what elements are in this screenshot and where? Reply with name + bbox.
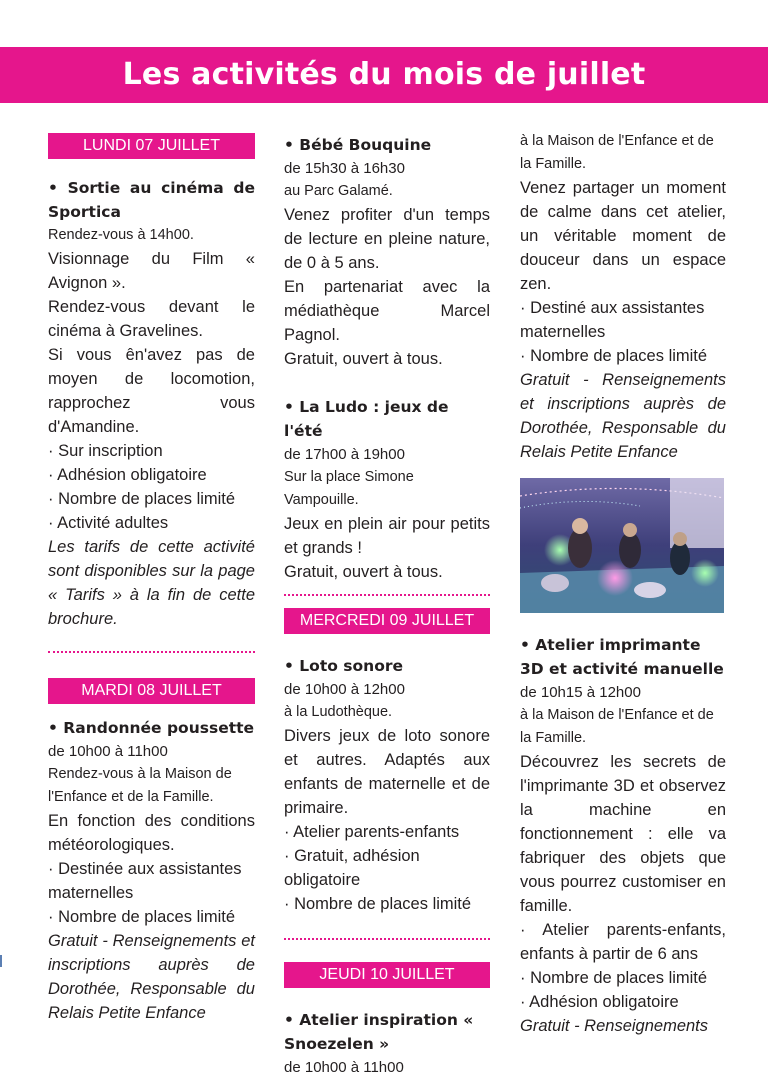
activity-note: Gratuit - Renseignements et inscriptions auprès de Dorothée, Responsable du Relais Petite Enfance [520, 371, 726, 461]
column-middle [284, 118, 490, 1079]
activity-time-snoezelen: de 10h00 à 11h00 [284, 1059, 404, 1076]
activity-title-rando: • Randonnée poussette [48, 719, 255, 737]
bullet-item: · Activité adultes [48, 514, 169, 532]
bullet-item: · Atelier parents-enfants [284, 823, 460, 841]
activity-title-snoezelen: • Atelier inspiration « Snoezelen » [284, 1011, 474, 1053]
activity-free: Gratuit, ouvert à tous. [284, 563, 443, 581]
activity-desc: Visionnage du Film « Avignon ». [48, 250, 255, 292]
activity-place-bebe: au Parc Galamé. [284, 183, 393, 199]
bullet-item: · Nombre de places limité [520, 969, 708, 987]
activity-title-loto: • Loto sonore [284, 657, 403, 675]
activity-desc: Jeux en plein air pour petits et grands ! [284, 515, 490, 557]
activity-note: Gratuit - Renseignements et inscriptions auprès de Dorothée, Responsable du Relais Petite Enfance [48, 932, 255, 1022]
activity-desc: En fonction des conditions météorologiques. [48, 812, 255, 854]
activity-place-rando: Rendez-vous à la Maison de l'Enfance et de la Famille. [48, 766, 232, 805]
activity-time-ludo: de 17h00 à 19h00 [284, 446, 405, 463]
activity-free: Gratuit, ouvert à tous. [284, 350, 443, 368]
activity-place-snoezelen: à la Maison de l'Enfance et de la Famille. [520, 133, 714, 172]
activity-desc: En partenariat avec la médiathèque Marcel Pagnol. [284, 278, 490, 344]
snoezelen-room-photo [520, 478, 724, 613]
activity-time-loto: de 10h00 à 12h00 [284, 681, 405, 698]
page-title: Les activités du mois de juillet [122, 57, 646, 92]
activity-desc: Venez partager un moment de calme dans cet atelier, un véritable moment de douceur dans un espace zen. [520, 179, 726, 293]
activity-title-3d-printer: • Atelier imprimante 3D et activité manuelle [520, 636, 724, 678]
bullet-item: · Adhésion obligatoire [520, 993, 679, 1011]
activity-time-rando: de 10h00 à 11h00 [48, 743, 168, 760]
title-banner [0, 47, 768, 103]
activity-title-bebe: • Bébé Bouquine [284, 136, 432, 154]
activity-title-ludo: • La Ludo : jeux de l'été [284, 398, 449, 440]
column-left [48, 118, 255, 1025]
activity-place-ludo: Sur la place Simone Vampouille. [284, 469, 414, 508]
bullet-item: · Nombre de places limité [284, 895, 472, 913]
activity-place-loto: à la Ludothèque. [284, 704, 393, 720]
day-header-monday: LUNDI 07 JUILLET [48, 133, 255, 159]
activity-time-bebe: de 15h30 à 16h30 [284, 160, 405, 177]
day-header-wednesday: MERCREDI 09 JUILLET [284, 608, 490, 634]
bullet-item: · Gratuit, adhésion obligatoire [284, 847, 420, 889]
day-header-thursday: JEUDI 10 JUILLET [284, 962, 490, 988]
activity-time-3d-printer: de 10h15 à 12h00 [520, 684, 641, 701]
page-edge-mark [0, 955, 2, 967]
bullet-item: · Destiné aux assistantes maternelles [520, 299, 705, 341]
activity-desc: Venez profiter d'un temps de lecture en pleine nature, de 0 à 5 ans. [284, 206, 490, 272]
activity-place-3d-printer: à la Maison de l'Enfance et de la Famille. [520, 707, 714, 746]
activity-note: Gratuit - Renseignements [520, 1017, 709, 1035]
activity-desc: Divers jeux de loto sonore et autres. Adaptés aux enfants de maternelle et de primaire. [284, 727, 490, 817]
activity-desc: Si vous ên'avez pas de moyen de locomotion, rapprochez vous d'Amandine. [48, 346, 255, 436]
bullet-item: · Nombre de places limité [48, 490, 236, 508]
bullet-item: · Destinée aux assistantes maternelles [48, 860, 242, 902]
activity-desc: Rendez-vous devant le cinéma à Gravelines. [48, 298, 255, 340]
activity-time-cinema: Rendez-vous à 14h00. [48, 227, 194, 243]
day-header-tuesday: MARDI 08 JUILLET [48, 678, 255, 704]
column-right [520, 118, 726, 1038]
bullet-item: · Nombre de places limité [48, 908, 236, 926]
bullet-item: · Nombre de places limité [520, 347, 708, 365]
activity-title-cinema: • Sortie au cinéma de Sportica [48, 179, 255, 221]
bullet-item: · Atelier parents-enfants, enfants à partir de 6 ans [520, 921, 726, 963]
bullet-item: · Adhésion obligatoire [48, 466, 207, 484]
activity-note: Les tarifs de cette activité sont disponibles sur la page « Tarifs » à la fin de cette brochure. [48, 538, 255, 628]
activity-desc: Découvrez les secrets de l'imprimante 3D et observez la machine en fonctionnement : elle va fabriquer des objets que vous pourrez customiser en famille. [520, 753, 726, 915]
bullet-item: · Sur inscription [48, 442, 163, 460]
